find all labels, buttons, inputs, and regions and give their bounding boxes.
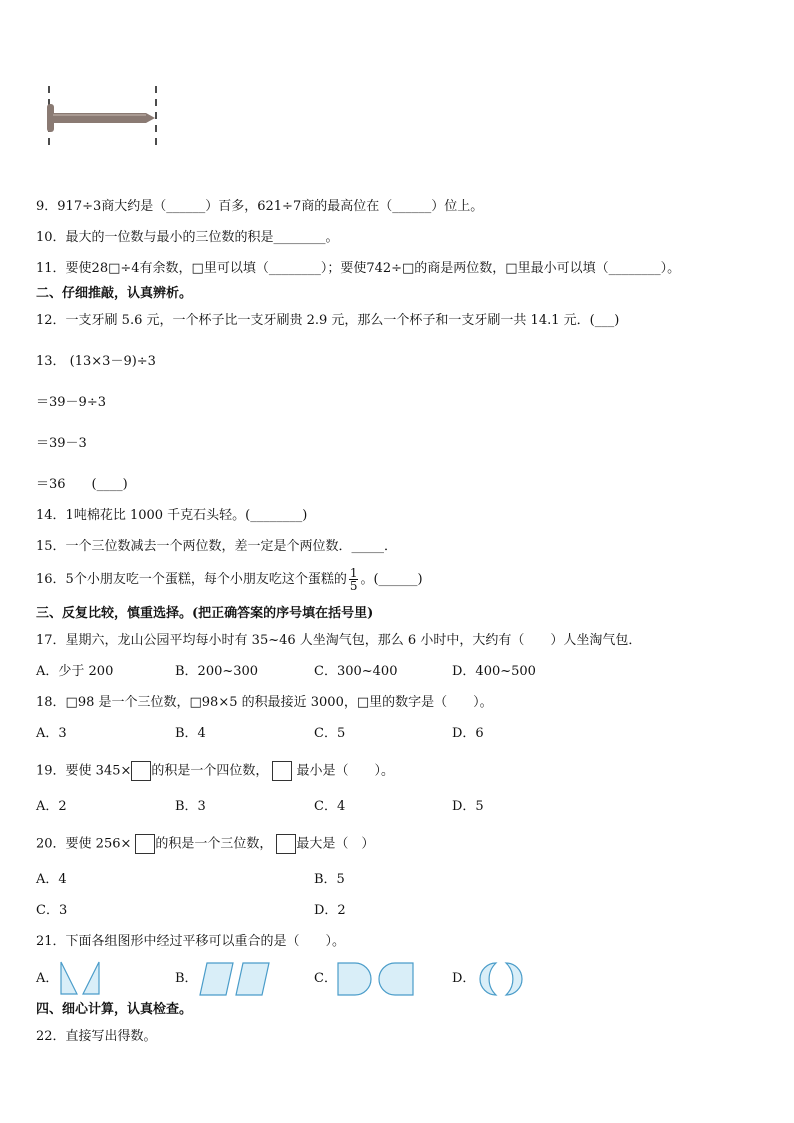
q21-option-a: A．: [36, 971, 59, 986]
answer-box: [276, 834, 296, 854]
question-19: [36, 761, 394, 782]
question-12: 12．一支牙刷 5.6 元，一个杯子比一支牙刷贵 2.9 元，那么一个杯子和一支牙刷一共 14.1 元．(___): [36, 313, 620, 328]
question-19-part3: 最小是（ ）。: [292, 763, 395, 779]
question-16-blank: 。(______): [360, 572, 423, 587]
q19-option-a: A．2: [36, 799, 67, 814]
question-20-part1: 20．要使 256×: [36, 836, 132, 852]
q20-option-d: D．2: [314, 903, 346, 918]
trapezoid-left-shape: [61, 962, 77, 994]
fraction-numerator: 1: [349, 566, 358, 580]
d-shape-1: [338, 963, 371, 995]
q19-option-b: B．3: [175, 799, 206, 814]
question-15: 15．一个三位数减去一个两位数，差一定是个两位数．_____．: [36, 539, 398, 554]
answer-box: [135, 834, 155, 854]
option-a-shapes: [59, 960, 105, 996]
question-21: 21．下面各组图形中经过平移可以重合的是（ ）。: [36, 934, 346, 949]
question-20-part2: 的积是一个三位数，: [155, 836, 273, 852]
q20-option-a: A．4: [36, 872, 67, 887]
q20-option-b: B．5: [314, 872, 345, 887]
question-9: 9．917÷3商大约是（______）百多，621÷7商的最高位在（______）位上。: [36, 199, 484, 214]
q21-option-d: D．: [452, 971, 476, 986]
q17-option-d: D．400~500: [452, 664, 536, 679]
q17-option-a: A．少于 200: [36, 664, 114, 679]
question-18: 18．□98 是一个三位数，□98×5 的积最接近 3000，□里的数字是（ ）。: [36, 695, 493, 710]
answer-box: [272, 761, 292, 781]
section-4-heading: 四、细心计算，认真检查。: [36, 1002, 193, 1017]
question-19-part2: 的积是一个四位数，: [151, 763, 269, 779]
question-13-line4: ＝36 (____): [36, 477, 128, 492]
question-19-part1: 19．要使 345×: [36, 763, 132, 779]
option-c-shapes: [337, 962, 415, 996]
question-16: [36, 567, 423, 592]
q18-option-d: D．6: [452, 726, 484, 741]
option-d-shapes: [476, 961, 526, 997]
parallelogram-1-shape: [200, 963, 233, 995]
question-11: 11．要使28□÷4有余数，□里可以填（________）；要使742÷□的商是两位数，□里最小可以填（________）。: [36, 261, 681, 276]
question-13-line1: 13． (13×3－9)÷3: [36, 354, 156, 369]
question-20-part3: 最大是（ ）: [296, 836, 375, 852]
fraction: [349, 567, 359, 592]
question-13-line2: ＝39－9÷3: [36, 395, 106, 410]
question-16-text: 16．5个小朋友吃一个蛋糕，每个小朋友吃这个蛋糕的: [36, 572, 347, 587]
answer-box: [131, 761, 151, 781]
crescent-left-shape: [480, 963, 496, 995]
trapezoid-right-shape: [83, 962, 99, 994]
q18-option-c: C．5: [314, 726, 346, 741]
crescent-right-shape: [506, 963, 522, 995]
q17-option-c: C．300~400: [314, 664, 398, 679]
q21-option-c: C．: [314, 971, 337, 986]
q20-option-c: C．3: [36, 903, 68, 918]
q18-option-a: A．3: [36, 726, 67, 741]
d-shape-2: [379, 963, 413, 995]
question-13-line3: ＝39－3: [36, 436, 87, 451]
section-3-heading: 三、反复比较，慎重选择。(把正确答案的序号填在括号里): [36, 606, 374, 621]
option-b-shapes: [199, 962, 271, 996]
nail-figure: [40, 84, 166, 148]
fraction-denominator: 5: [349, 579, 358, 593]
q19-option-c: C．4: [314, 799, 346, 814]
question-20: [36, 834, 374, 855]
q21-option-b: B．: [175, 971, 198, 986]
parallelogram-2-shape: [236, 963, 269, 995]
q19-option-d: D．5: [452, 799, 484, 814]
question-17: 17．星期六，龙山公园平均每小时有 35~46 人坐淘气包，那么 6 小时中，大约有（ ）人坐淘气包．: [36, 633, 642, 648]
question-14: 14．1吨棉花比 1000 千克石头轻。(________): [36, 508, 308, 523]
question-10: 10．最大的一位数与最小的三位数的积是________。: [36, 230, 339, 245]
nail-head: [47, 104, 54, 132]
section-2-heading: 二、仔细推敲，认真辨析。: [36, 286, 193, 301]
q18-option-b: B．4: [175, 726, 206, 741]
question-22: 22．直接写出得数。: [36, 1029, 157, 1044]
q17-option-b: B．200~300: [175, 664, 259, 679]
